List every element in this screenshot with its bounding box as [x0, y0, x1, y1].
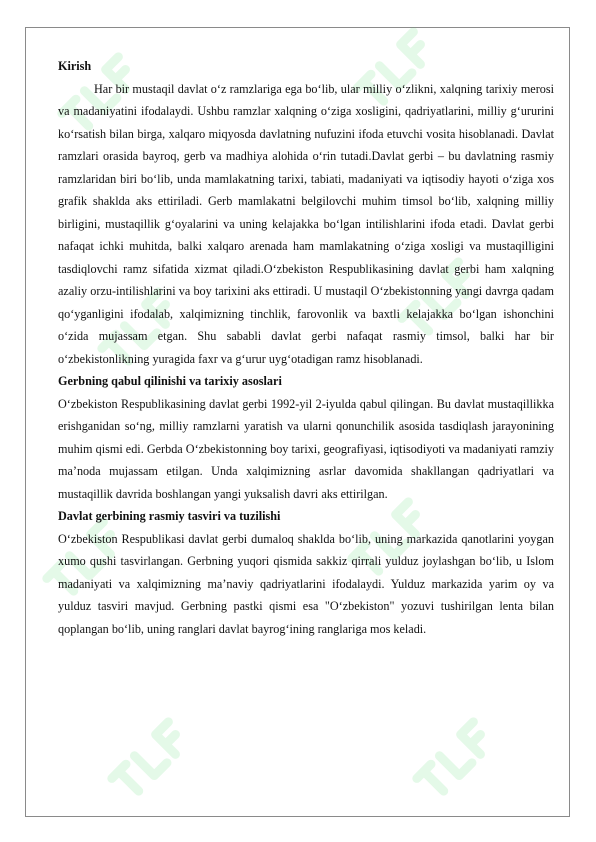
section-heading-description: Davlat gerbining rasmiy tasviri va tuzilishi — [58, 509, 281, 523]
section-paragraph-adoption: O‘zbekiston Respublikasining davlat gerbi 1992-yil 2-iyulda qabul qilingan. Bu davlat mustaqillikka erishganidan so‘ng, milliy ramzlarni yaratish va ularni qonunchilik asosida tasdiqlash jarayonining muhim qismi edi. Gerbda O‘zbekistonning boy tarixi, geografiyasi, iqtisodiyoti va madaniyati ramziy ma’noda mujassam etilgan. Unda xalqimizning asrlar davomida shakllangan qadriyatlari va mustaqillik davrida boshlangan yangi yuksalish davri aks ettirilgan. — [58, 396, 554, 501]
section-heading-introduction: Kirish — [58, 59, 92, 73]
document-body — [58, 55, 554, 640]
section-paragraph-introduction: Har bir mustaqil davlat o‘z ramzlariga ega bo‘lib, ular milliy o‘zlikni, xalqning tarixiy merosi va madaniyatini ifodalaydi. Ushbu ramzlar xalqning o‘ziga xosligini, qadriyatlarini, milliy g‘ururini ko‘rsatish bilan birga, xalqaro miqyosda davlatning nufuzini ifoda etuvchi vosita hisoblanadi. Davlat ramzlari orasida bayroq, gerb va madhiya alohida o‘rin tutadi.Davlat gerbi – bu davlatning rasmiy ramzlaridan biri bo‘lib, unda mamlakatning tarixi, tabiati, madaniyati va iqtisodiy hayoti o‘ziga xos grafik shaklda aks ettiriladi. Gerb mamlakatni belgilovchi muhim timsol bo‘lib, xalqning milliy birligini, mustaqillik g‘oyalarini va uning kelajakka bo‘lgan intilishlarini ifoda etadi. Davlat gerbi nafaqat ichki muhitda, balki xalqaro arenada ham mamlakatning o‘ziga xosligi va mustaqilligini tasdiqlovchi ramz sifatida xizmat qiladi.O‘zbekiston Respublikasining davlat gerbi ham xalqning azaliy orzu-intilishlarini va boy tarixini aks ettiradi. U mustaqil O‘zbekistonning yangi davrga qadam qo‘yganligini ifodalab, xalqimizning tinchlik, farovonlik va baxtli kelajakka bo‘lgan ishonchini o‘zida mujassam etgan. Shu sababli davlat gerbi nafaqat rasmiy timsol, balki har bir o‘zbekistonlikning yuragida faxr va g‘urur uyg‘otadigan ramz hisoblanadi. — [58, 81, 554, 366]
section-heading-adoption: Gerbning qabul qilinishi va tarixiy asoslari — [58, 374, 282, 388]
section-paragraph-description: O‘zbekiston Respublikasi davlat gerbi dumaloq shaklda bo‘lib, uning markazida qanotlarini yoygan xumo qushi tasvirlangan. Gerbning yuqori qismida sakkiz qirrali yulduz joylashgan bo‘lib, u Islom madaniyati va xalqimizning ma’naviy qadriyatlarini ifodalaydi. Yulduz markazida yarim oy va yulduz tasviri mavjud. Gerbning pastki qismi esa "O‘zbekiston" yozuvi tushirilgan lenta bilan qoplangan bo‘lib, uning ranglari davlat bayrog‘ining ranglariga mos keladi. — [58, 531, 554, 636]
